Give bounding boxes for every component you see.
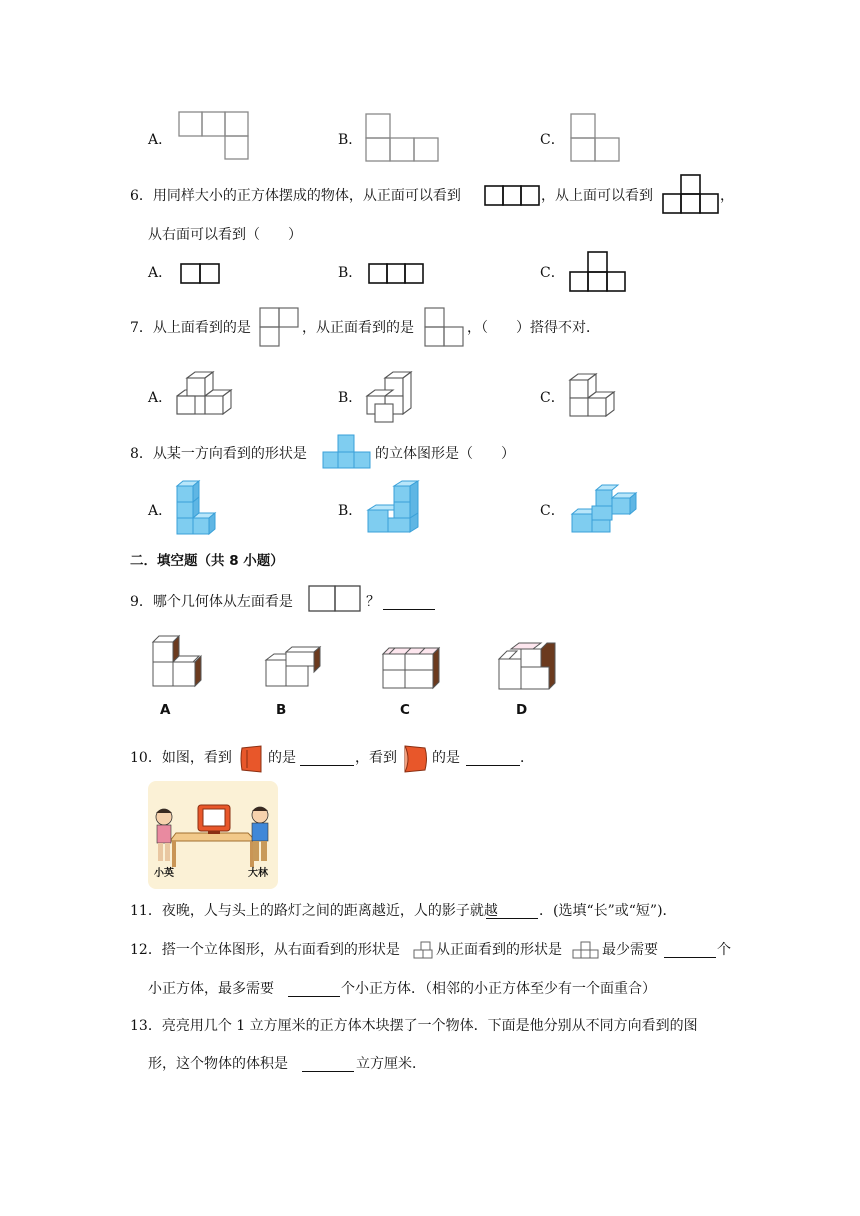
q10-illustration [148,781,278,889]
q10-text-5: ． [520,750,534,766]
q9-left-view-figure [308,585,362,613]
q7-option-c-figure [568,372,626,422]
q6-option-b-figure [368,263,426,285]
q10-text-1: 10．如图，看到 [130,750,232,766]
q9-text-2: ？ [366,594,380,610]
q7-text-1: 7．从上面看到的是 [130,320,251,336]
q12-text-5: 小正方体，最多需要 [148,981,274,997]
q8-view-figure [322,434,372,470]
q9-choice-d-figure [497,641,559,695]
q10-text-2: 的是 [268,750,296,766]
q8-option-a-figure [175,480,217,538]
q13-answer-blank[interactable] [302,1057,354,1072]
q12-front-view-figure [572,941,600,959]
q13-text-2: 形，这个物体的体积是 [148,1056,288,1072]
q12-answer-blank-min[interactable] [664,943,716,958]
q8-option-b[interactable]: B． [338,503,363,519]
q6-option-c-figure [569,251,627,293]
q5-option-a-figure [178,111,250,161]
q11-text-1: 11．夜晚，人与头上的路灯之间的距离越近，人的影子就越 [130,903,498,919]
q12-text-2: 从正面看到的形状是 [436,942,562,958]
q5-option-a[interactable]: A． [148,132,173,148]
q9-answer-blank[interactable] [383,595,435,610]
q7-text-2: ，从正面看到的是 [302,320,414,336]
q10-text-3: ，看到 [355,750,397,766]
q7-option-b[interactable]: B． [338,390,363,406]
q7-option-a-figure [175,370,233,422]
q12-text-6: 个小正方体．（相邻的小正方体至少有一个面重合） [341,981,656,997]
section-2-title: 二．填空题（共 8 小题） [130,553,284,569]
tv-back-view-icon [401,744,429,774]
q8-option-c[interactable]: C． [540,503,565,519]
tv-side-view-icon [239,744,265,774]
q6-option-b[interactable]: B． [338,265,363,281]
q10-answer-blank-2[interactable] [466,751,520,766]
q7-option-a[interactable]: A． [148,390,173,406]
q8-text-1: 8．从某一方向看到的形状是 [130,446,307,462]
q13-text-1: 13．亮亮用几个 1 立方厘米的正方体木块摆了一个物体．下面是他分别从不同方向看到的图 [130,1018,698,1034]
q6-front-view-figure [484,185,540,207]
q9-choice-a-label[interactable]: A [160,702,171,718]
q7-text-3: ，（ ）搭得不对． [467,320,600,336]
q7-top-view-figure [259,307,301,349]
q8-text-2: 的立体图形是（ ） [375,446,515,462]
q5-option-c[interactable]: C． [540,132,565,148]
q6-text-4: 从右面可以看到（ ） [148,227,302,243]
q12-right-view-figure [413,941,435,959]
q10-text-4: 的是 [432,750,460,766]
q11-answer-blank[interactable] [486,904,538,919]
q9-choice-b-figure [264,646,326,692]
q6-text-3: ， [720,188,734,204]
girl-name-label: 小英 [154,868,174,879]
q6-option-c[interactable]: C． [540,265,565,281]
q9-choice-a-figure [151,634,207,694]
q12-text-4: 个 [717,942,731,958]
q12-text-1: 12．搭一个立体图形，从右面看到的形状是 [130,942,400,958]
q8-option-c-figure [570,484,642,536]
q6-text-2: ，从上面可以看到 [541,188,653,204]
q9-choice-c-label[interactable]: C [400,702,410,718]
q12-text-3: 最少需要 [602,942,658,958]
q8-option-b-figure [366,480,422,538]
q6-option-a-figure [180,263,222,285]
q5-option-b[interactable]: B． [338,132,363,148]
q6-text-1: 6．用同样大小的正方体摆成的物体，从正面可以看到 [130,188,461,204]
q10-answer-blank-1[interactable] [300,751,354,766]
q12-answer-blank-max[interactable] [288,982,340,997]
q9-text-1: 9．哪个几何体从左面看是 [130,594,293,610]
q7-option-b-figure [363,370,419,426]
q7-front-view-figure [424,307,466,349]
q8-option-a[interactable]: A． [148,503,173,519]
q9-choice-c-figure [381,646,443,692]
q5-option-c-figure [570,113,620,163]
q7-option-c[interactable]: C． [540,390,565,406]
q9-choice-d-label[interactable]: D [516,702,528,718]
q13-text-3: 立方厘米． [356,1056,426,1072]
q6-option-a[interactable]: A． [148,265,173,281]
q11-text-2: ．(选填“长”或“短”)． [539,903,677,919]
q5-option-b-figure [365,113,439,163]
q9-choice-b-label[interactable]: B [276,702,287,718]
q6-top-view-figure [662,174,720,214]
boy-name-label: 大林 [248,868,268,879]
